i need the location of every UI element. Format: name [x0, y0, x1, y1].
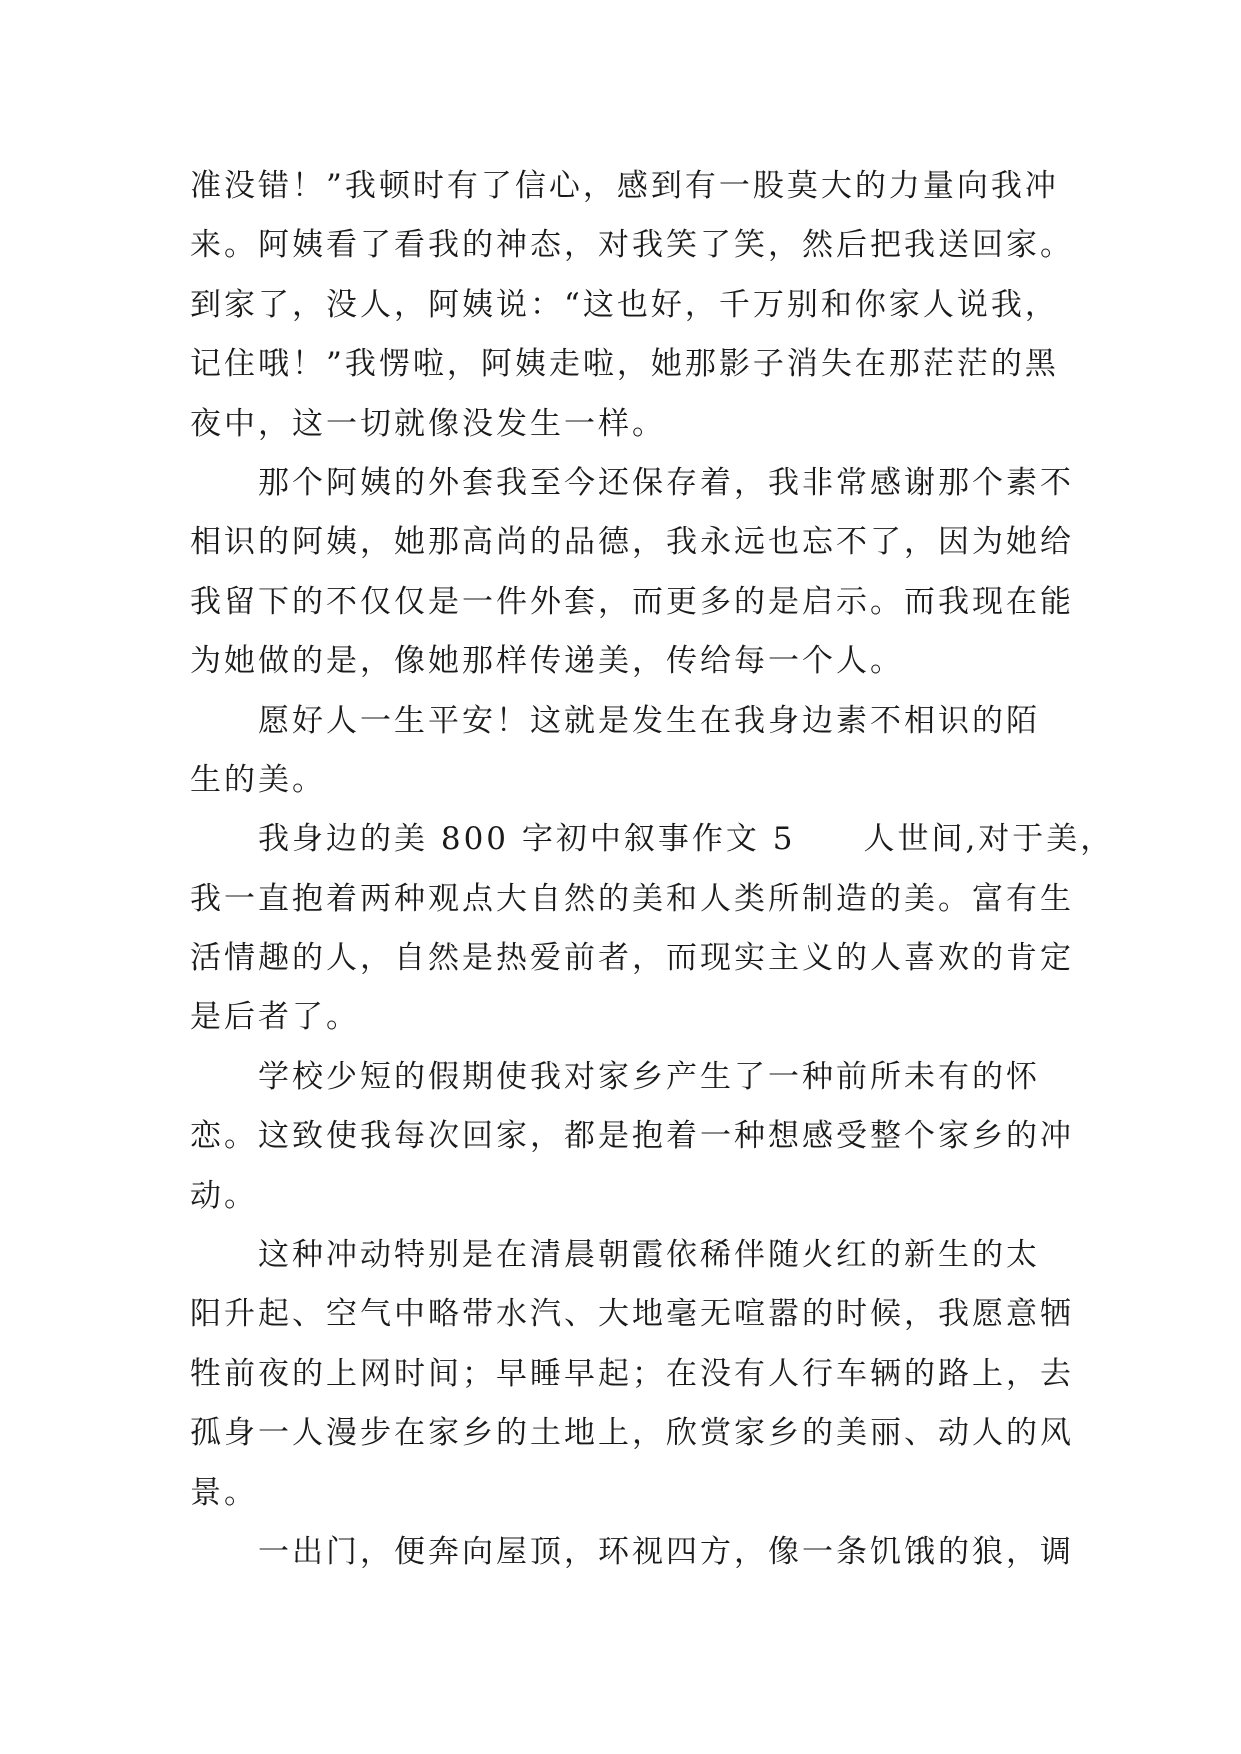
text-line: 牲前夜的上网时间；早睡早起；在没有人行车辆的路上，去	[190, 1355, 1074, 1392]
text-line: 那个阿姨的外套我至今还保存着，我非常感谢那个素不	[258, 464, 1074, 501]
text-line: 是后者了。	[190, 999, 360, 1036]
text-line: 恋。这致使我每次回家，都是抱着一种想感受整个家乡的冲	[190, 1118, 1074, 1155]
text-line: 来。阿姨看了看我的神态，对我笑了笑，然后把我送回家。	[190, 227, 1074, 264]
text-line: 我身边的美 800 字初中叙事作文 5 人世间,对于美，	[258, 821, 1115, 858]
text-line: 学校少短的假期使我对家乡产生了一种前所未有的怀	[258, 1058, 1040, 1095]
text-line: 为她做的是，像她那样传递美，传给每一个人。	[190, 643, 904, 680]
text-line: 活情趣的人，自然是热爱前者，而现实主义的人喜欢的肯定	[190, 940, 1074, 977]
text-line: 我留下的不仅仅是一件外套，而更多的是启示。而我现在能	[190, 583, 1074, 620]
text-line: 记住哦！”我愣啦，阿姨走啦，她那影子消失在那茫茫的黑	[190, 346, 1059, 383]
text-line: 我一直抱着两种观点大自然的美和人类所制造的美。富有生	[190, 880, 1074, 917]
document-body	[190, 157, 1115, 1582]
text-line: 一出门，便奔向屋顶，环视四方，像一条饥饿的狼，调	[258, 1533, 1074, 1570]
text-line: 夜中，这一切就像没发生一样。	[190, 405, 666, 442]
text-line: 准没错！”我顿时有了信心，感到有一股莫大的力量向我冲	[190, 168, 1059, 204]
text-line: 动。	[190, 1177, 258, 1214]
text-line: 这种冲动特别是在清晨朝霞依稀伴随火红的新生的太	[258, 1237, 1040, 1274]
text-line: 相识的阿姨，她那高尚的品德，我永远也忘不了，因为她给	[190, 524, 1074, 561]
text-line: 到家了，没人，阿姨说：“这也好，千万别和你家人说我，	[190, 286, 1059, 323]
text-line: 景。	[190, 1474, 258, 1511]
text-line: 阳升起、空气中略带水汽、大地毫无喧嚣的时候，我愿意牺	[190, 1296, 1074, 1333]
text-line: 生的美。	[190, 761, 326, 798]
text-line: 愿好人一生平安！这就是发生在我身边素不相识的陌	[258, 702, 1040, 739]
text-line: 孤身一人漫步在家乡的土地上，欣赏家乡的美丽、动人的风	[190, 1415, 1074, 1452]
